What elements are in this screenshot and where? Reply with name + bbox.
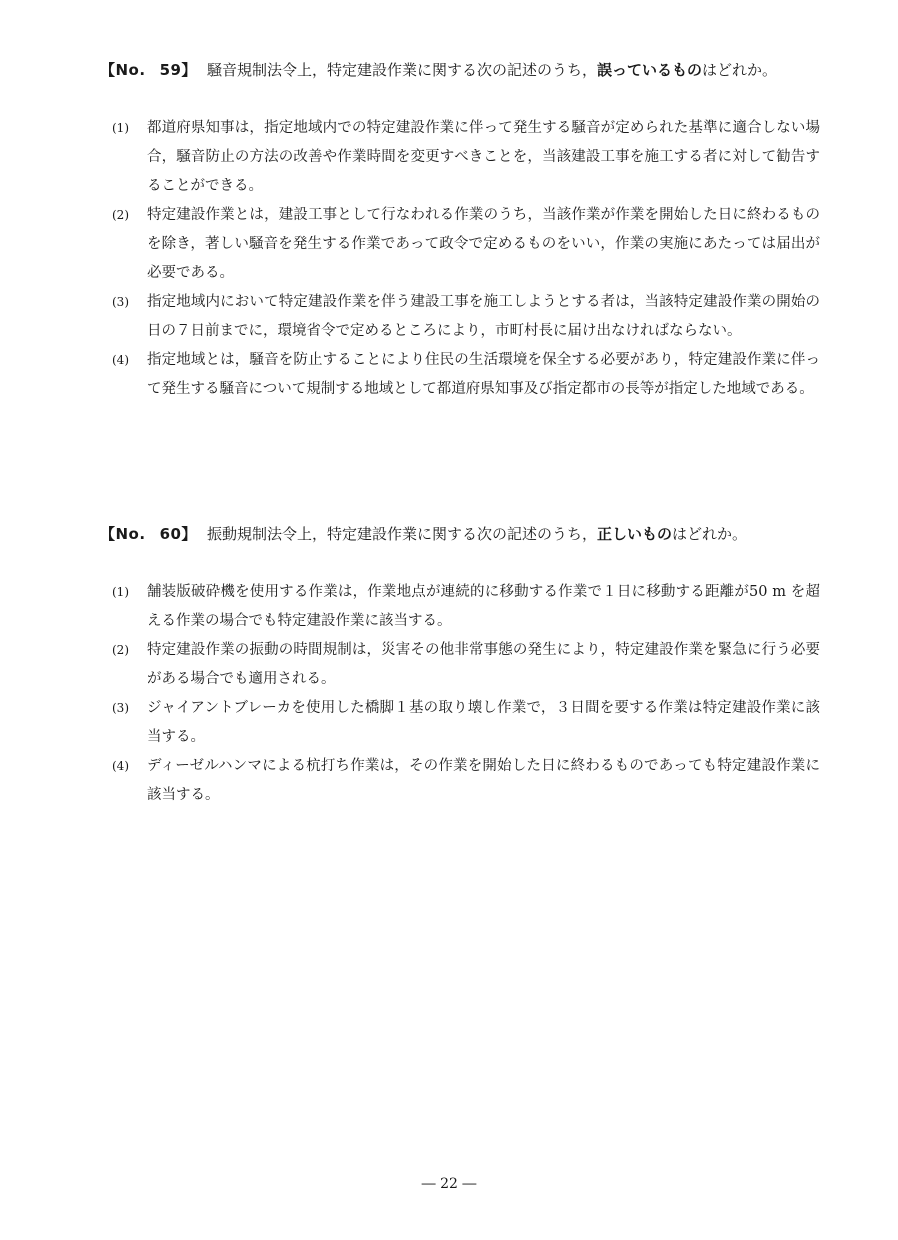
question-heading <box>100 523 820 545</box>
question-emphasis: 誤っているもの <box>596 61 702 79</box>
option-2 <box>112 636 820 694</box>
option-text: 指定地域とは，騒音を防止することにより住民の生活環境を保全する必要があり，特定建設作業に伴って発生する騒音について規制する地域として都道府県知事及び指定都市の長等が指定した地域である。 <box>147 352 820 397</box>
question-heading <box>100 59 820 81</box>
option-text: ディーゼルハンマによる杭打ち作業は，その作業を開始した日に終わるものであっても特定建設作業に該当する。 <box>147 758 820 803</box>
option-text: 特定建設作業とは，建設工事として行なわれる作業のうち，当該作業が作業を開始した日に終わるものを除き，著しい騒音を発生する作業であって政令で定めるものをいい，作業の実施にあたっては届出が必要である。 <box>147 207 820 281</box>
page-number: ― 22 ― <box>421 1176 477 1192</box>
question-stem: 騒音規制法令上，特定建設作業に関する次の記述のうち， <box>206 61 597 79</box>
option-number: (1) <box>112 585 129 599</box>
answer-options <box>100 578 820 810</box>
question-number: 【No. 60】 <box>100 525 197 543</box>
question-stem: 振動規制法令上，特定建設作業に関する次の記述のうち， <box>206 525 597 543</box>
option-1 <box>112 578 820 636</box>
option-number: (3) <box>112 701 129 715</box>
question-number: 【No. 59】 <box>100 61 197 79</box>
option-number: (2) <box>112 208 129 222</box>
question-suffix: はどれか。 <box>671 525 747 543</box>
option-4 <box>112 752 820 810</box>
option-number: (4) <box>112 353 129 367</box>
option-3 <box>112 694 820 752</box>
answer-options <box>100 114 820 404</box>
option-3 <box>112 288 820 346</box>
option-1 <box>112 114 820 201</box>
option-number: (2) <box>112 643 129 657</box>
question-60 <box>100 523 820 810</box>
option-text: 都道府県知事は，指定地域内での特定建設作業に伴って発生する騒音が定められた基準に適合しない場合，騒音防止の方法の改善や作業時間を変更すべきことを，当該建設工事を施工する者に対して勧告することができる。 <box>147 120 820 194</box>
option-number: (1) <box>112 121 129 135</box>
option-text: ジャイアントブレーカを使用した橋脚１基の取り壊し作業で，３日間を要する作業は特定建設作業に該当する。 <box>147 700 820 745</box>
option-text: 特定建設作業の振動の時間規制は，災害その他非常事態の発生により，特定建設作業を緊急に行う必要がある場合でも適用される。 <box>147 642 820 687</box>
question-59 <box>100 59 820 404</box>
option-text: 舗装版破砕機を使用する作業は，作業地点が連続的に移動する作業で１日に移動する距離が50 m を超える作業の場合でも特定建設作業に該当する。 <box>147 584 820 629</box>
option-number: (4) <box>112 759 129 773</box>
question-emphasis: 正しいもの <box>596 525 672 543</box>
option-2 <box>112 201 820 288</box>
option-4 <box>112 346 820 404</box>
option-number: (3) <box>112 295 129 309</box>
option-text: 指定地域内において特定建設作業を伴う建設工事を施工しようとする者は，当該特定建設作業の開始の日の７日前までに，環境省令で定めるところにより，市町村長に届け出なければならない。 <box>147 294 820 339</box>
question-suffix: はどれか。 <box>701 61 777 79</box>
